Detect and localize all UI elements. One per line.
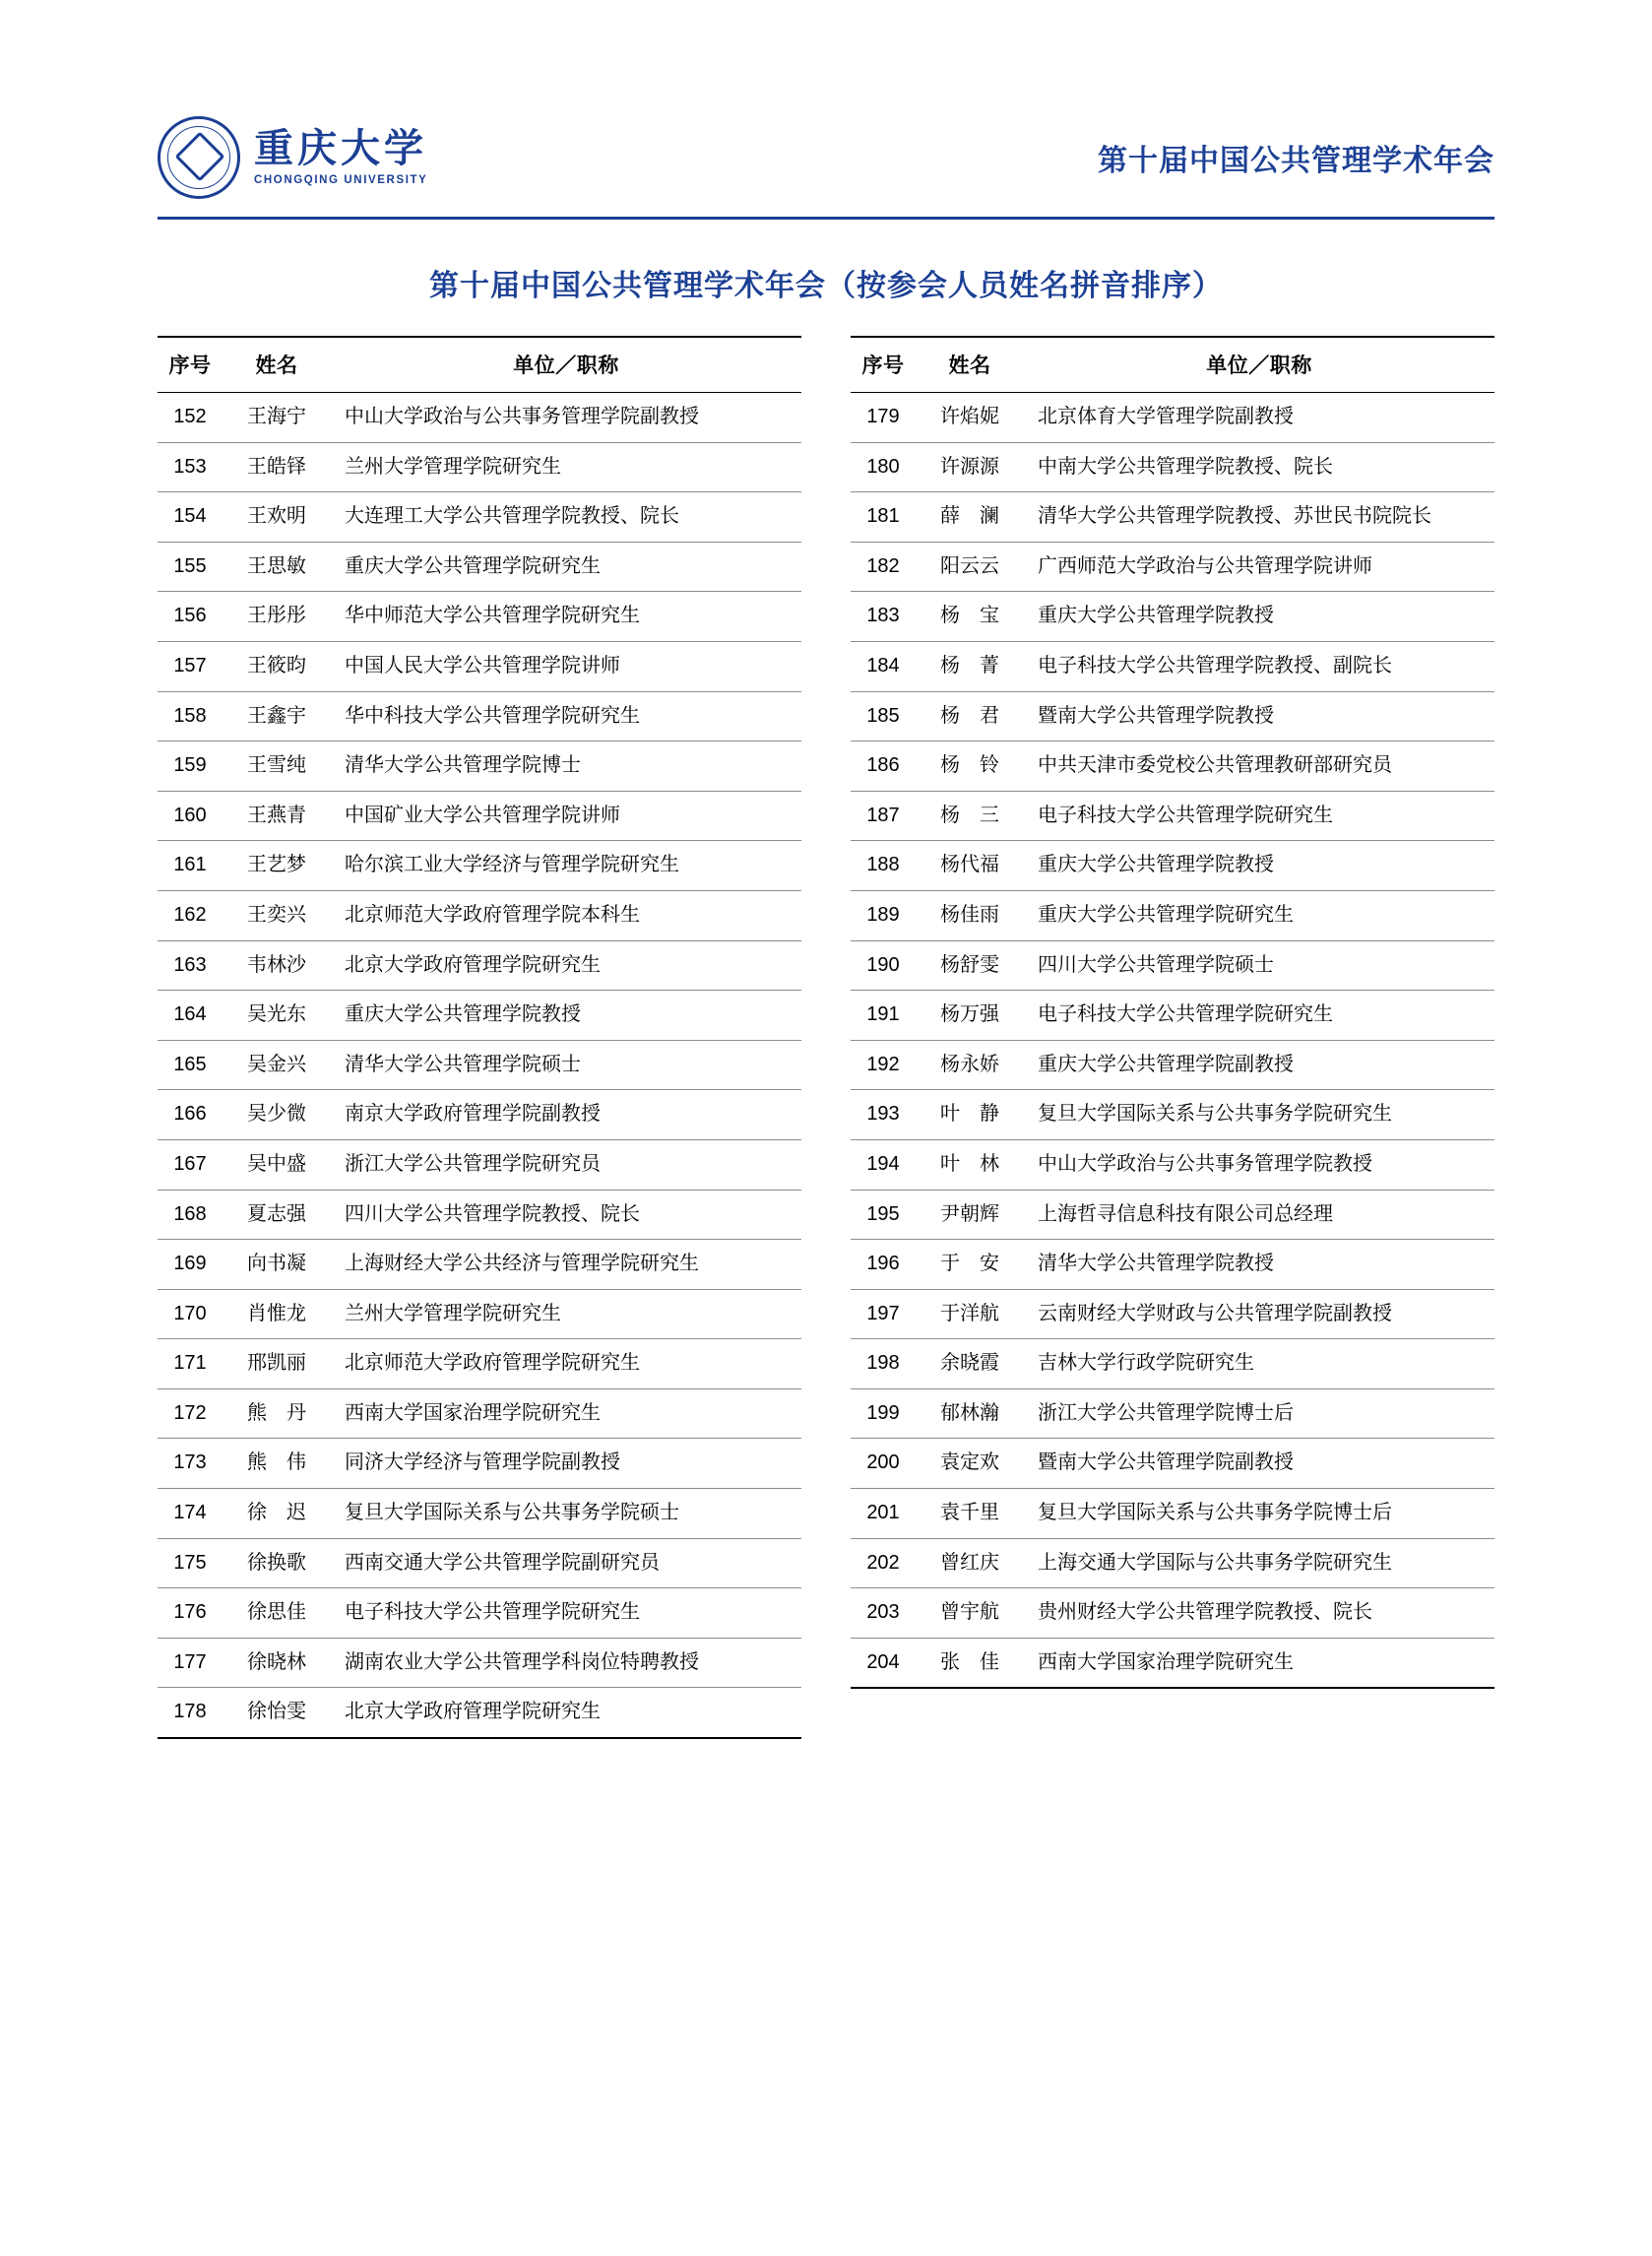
table-row	[851, 1289, 1494, 1339]
row-number: 165	[158, 1040, 222, 1090]
row-affiliation: 暨南大学公共管理学院教授	[1024, 691, 1494, 741]
table-row	[851, 492, 1494, 543]
row-number: 181	[851, 492, 916, 543]
table-row	[851, 442, 1494, 492]
table-row	[851, 791, 1494, 841]
row-number: 199	[851, 1388, 916, 1439]
row-number: 179	[851, 393, 916, 443]
table-row	[158, 1240, 801, 1290]
row-number: 172	[158, 1388, 222, 1439]
row-number: 164	[158, 991, 222, 1041]
row-person-name: 杨万强	[916, 991, 1024, 1041]
table-row	[851, 741, 1494, 792]
row-number: 183	[851, 592, 916, 642]
table-row	[851, 940, 1494, 991]
column-header-org: 单位／职称	[331, 337, 801, 393]
row-affiliation: 上海交通大学国际与公共事务学院研究生	[1024, 1538, 1494, 1588]
right-table-wrapper	[851, 336, 1494, 1739]
row-affiliation: 上海哲寻信息科技有限公司总经理	[1024, 1190, 1494, 1240]
row-affiliation: 中山大学政治与公共事务管理学院教授	[1024, 1139, 1494, 1190]
row-person-name: 徐换歌	[222, 1538, 331, 1588]
row-person-name: 王鑫宇	[222, 691, 331, 741]
table-row	[851, 641, 1494, 691]
row-person-name: 杨 君	[916, 691, 1024, 741]
table-row	[158, 542, 801, 592]
table-row	[851, 1339, 1494, 1389]
row-affiliation: 四川大学公共管理学院教授、院长	[331, 1190, 801, 1240]
table-row	[851, 1638, 1494, 1688]
row-person-name: 袁定欢	[916, 1439, 1024, 1489]
row-affiliation: 贵州财经大学公共管理学院教授、院长	[1024, 1588, 1494, 1639]
table-row	[158, 1388, 801, 1439]
row-number: 194	[851, 1139, 916, 1190]
row-number: 158	[158, 691, 222, 741]
participant-table-right	[851, 336, 1494, 1689]
table-row	[851, 1040, 1494, 1090]
row-affiliation: 电子科技大学公共管理学院研究生	[1024, 991, 1494, 1041]
row-person-name: 叶 林	[916, 1139, 1024, 1190]
table-row	[851, 393, 1494, 443]
row-number: 162	[158, 890, 222, 940]
row-person-name: 薛 澜	[916, 492, 1024, 543]
row-affiliation: 电子科技大学公共管理学院教授、副院长	[1024, 641, 1494, 691]
row-affiliation: 复旦大学国际关系与公共事务学院博士后	[1024, 1489, 1494, 1539]
column-header-org: 单位／职称	[1024, 337, 1494, 393]
participant-table-left	[158, 336, 801, 1739]
row-affiliation: 兰州大学管理学院研究生	[331, 1289, 801, 1339]
row-affiliation: 西南大学国家治理学院研究生	[331, 1388, 801, 1439]
table-row	[158, 791, 801, 841]
row-number: 166	[158, 1090, 222, 1140]
row-person-name: 王海宁	[222, 393, 331, 443]
row-person-name: 熊 伟	[222, 1439, 331, 1489]
row-affiliation: 广西师范大学政治与公共管理学院讲师	[1024, 542, 1494, 592]
row-affiliation: 北京师范大学政府管理学院本科生	[331, 890, 801, 940]
row-number: 189	[851, 890, 916, 940]
table-row	[851, 1090, 1494, 1140]
row-affiliation: 重庆大学公共管理学院教授	[331, 991, 801, 1041]
row-person-name: 杨舒雯	[916, 940, 1024, 991]
row-person-name: 吴光东	[222, 991, 331, 1041]
row-number: 169	[158, 1240, 222, 1290]
row-affiliation: 华中科技大学公共管理学院研究生	[331, 691, 801, 741]
row-person-name: 向书凝	[222, 1240, 331, 1290]
row-person-name: 张 佳	[916, 1638, 1024, 1688]
row-affiliation: 吉林大学行政学院研究生	[1024, 1339, 1494, 1389]
column-header-name: 姓名	[916, 337, 1024, 393]
table-row	[158, 1090, 801, 1140]
row-affiliation: 清华大学公共管理学院教授	[1024, 1240, 1494, 1290]
row-person-name: 许源源	[916, 442, 1024, 492]
table-header-row	[158, 337, 801, 393]
table-row	[158, 1190, 801, 1240]
row-number: 174	[158, 1489, 222, 1539]
row-person-name: 吴少微	[222, 1090, 331, 1140]
table-row	[158, 841, 801, 891]
row-affiliation: 四川大学公共管理学院硕士	[1024, 940, 1494, 991]
row-person-name: 杨 宝	[916, 592, 1024, 642]
table-row	[158, 1439, 801, 1489]
table-row	[158, 1289, 801, 1339]
row-person-name: 于洋航	[916, 1289, 1024, 1339]
row-affiliation: 重庆大学公共管理学院研究生	[331, 542, 801, 592]
row-affiliation: 北京师范大学政府管理学院研究生	[331, 1339, 801, 1389]
row-person-name: 徐 迟	[222, 1489, 331, 1539]
left-table-wrapper	[158, 336, 801, 1739]
row-number: 188	[851, 841, 916, 891]
table-row	[158, 1638, 801, 1688]
page-header	[158, 0, 1494, 217]
table-row	[158, 641, 801, 691]
row-number: 190	[851, 940, 916, 991]
row-person-name: 余晓霞	[916, 1339, 1024, 1389]
row-number: 167	[158, 1139, 222, 1190]
table-row	[851, 1538, 1494, 1588]
row-affiliation: 重庆大学公共管理学院教授	[1024, 841, 1494, 891]
table-row	[158, 492, 801, 543]
logo-name-cn: 重庆大学	[254, 124, 427, 171]
row-number: 203	[851, 1588, 916, 1639]
table-row	[158, 1688, 801, 1738]
row-person-name: 杨 三	[916, 791, 1024, 841]
table-row	[158, 393, 801, 443]
row-person-name: 杨 菁	[916, 641, 1024, 691]
row-person-name: 韦林沙	[222, 940, 331, 991]
row-number: 177	[158, 1638, 222, 1688]
row-person-name: 王燕青	[222, 791, 331, 841]
row-person-name: 王思敏	[222, 542, 331, 592]
header-divider	[158, 217, 1494, 220]
row-person-name: 熊 丹	[222, 1388, 331, 1439]
row-person-name: 叶 静	[916, 1090, 1024, 1140]
row-number: 157	[158, 641, 222, 691]
row-person-name: 郁林瀚	[916, 1388, 1024, 1439]
row-number: 163	[158, 940, 222, 991]
row-person-name: 曾红庆	[916, 1538, 1024, 1588]
row-person-name: 于 安	[916, 1240, 1024, 1290]
row-affiliation: 重庆大学公共管理学院教授	[1024, 592, 1494, 642]
row-person-name: 王欢明	[222, 492, 331, 543]
row-person-name: 王皓铎	[222, 442, 331, 492]
row-affiliation: 清华大学公共管理学院教授、苏世民书院院长	[1024, 492, 1494, 543]
conference-title: 第十届中国公共管理学术年会	[1098, 145, 1494, 177]
row-affiliation: 中山大学政治与公共事务管理学院副教授	[331, 393, 801, 443]
university-logo	[158, 116, 427, 199]
row-person-name: 阳云云	[916, 542, 1024, 592]
row-person-name: 王奕兴	[222, 890, 331, 940]
row-number: 185	[851, 691, 916, 741]
row-person-name: 徐怡雯	[222, 1688, 331, 1738]
row-number: 180	[851, 442, 916, 492]
university-seal-icon	[158, 116, 240, 199]
logo-name-en: CHONGQING UNIVERSITY	[254, 173, 428, 186]
logo-text	[254, 124, 428, 187]
row-person-name: 吴中盛	[222, 1139, 331, 1190]
row-affiliation: 北京大学政府管理学院研究生	[331, 1688, 801, 1738]
row-number: 182	[851, 542, 916, 592]
table-row	[851, 1439, 1494, 1489]
row-affiliation: 清华大学公共管理学院博士	[331, 741, 801, 792]
row-affiliation: 中共天津市委党校公共管理教研部研究员	[1024, 741, 1494, 792]
row-person-name: 杨永娇	[916, 1040, 1024, 1090]
table-row	[158, 1588, 801, 1639]
row-affiliation: 湖南农业大学公共管理学科岗位特聘教授	[331, 1638, 801, 1688]
row-number: 173	[158, 1439, 222, 1489]
table-row	[851, 542, 1494, 592]
table-row	[158, 592, 801, 642]
row-number: 156	[158, 592, 222, 642]
row-person-name: 许焰妮	[916, 393, 1024, 443]
row-number: 161	[158, 841, 222, 891]
row-number: 192	[851, 1040, 916, 1090]
row-affiliation: 上海财经大学公共经济与管理学院研究生	[331, 1240, 801, 1290]
row-person-name: 徐思佳	[222, 1588, 331, 1639]
row-affiliation: 大连理工大学公共管理学院教授、院长	[331, 492, 801, 543]
page-title: 第十届中国公共管理学术年会（按参会人员姓名拼音排序）	[429, 270, 1223, 302]
row-number: 184	[851, 641, 916, 691]
row-number: 195	[851, 1190, 916, 1240]
row-person-name: 王艺梦	[222, 841, 331, 891]
table-row	[851, 1139, 1494, 1190]
row-affiliation: 重庆大学公共管理学院副教授	[1024, 1040, 1494, 1090]
row-number: 171	[158, 1339, 222, 1389]
row-affiliation: 重庆大学公共管理学院研究生	[1024, 890, 1494, 940]
table-row	[158, 741, 801, 792]
table-row	[851, 1489, 1494, 1539]
row-person-name: 邢凯丽	[222, 1339, 331, 1389]
row-number: 198	[851, 1339, 916, 1389]
row-number: 175	[158, 1538, 222, 1588]
table-row	[851, 1190, 1494, 1240]
row-person-name: 袁千里	[916, 1489, 1024, 1539]
row-affiliation: 清华大学公共管理学院硕士	[331, 1040, 801, 1090]
table-row	[158, 940, 801, 991]
row-person-name: 王彤彤	[222, 592, 331, 642]
table-row	[851, 1388, 1494, 1439]
table-row	[851, 991, 1494, 1041]
row-affiliation: 云南财经大学财政与公共管理学院副教授	[1024, 1289, 1494, 1339]
row-person-name: 尹朝辉	[916, 1190, 1024, 1240]
row-affiliation: 兰州大学管理学院研究生	[331, 442, 801, 492]
row-number: 191	[851, 991, 916, 1041]
row-number: 176	[158, 1588, 222, 1639]
row-number: 153	[158, 442, 222, 492]
row-number: 178	[158, 1688, 222, 1738]
row-affiliation: 华中师范大学公共管理学院研究生	[331, 592, 801, 642]
row-affiliation: 北京体育大学管理学院副教授	[1024, 393, 1494, 443]
column-header-name: 姓名	[222, 337, 331, 393]
table-row	[851, 592, 1494, 642]
table-row	[158, 1538, 801, 1588]
row-affiliation: 哈尔滨工业大学经济与管理学院研究生	[331, 841, 801, 891]
row-affiliation: 暨南大学公共管理学院副教授	[1024, 1439, 1494, 1489]
row-affiliation: 中国人民大学公共管理学院讲师	[331, 641, 801, 691]
table-row	[851, 841, 1494, 891]
row-affiliation: 复旦大学国际关系与公共事务学院研究生	[1024, 1090, 1494, 1140]
table-row	[158, 691, 801, 741]
row-person-name: 吴金兴	[222, 1040, 331, 1090]
row-number: 186	[851, 741, 916, 792]
table-row	[851, 890, 1494, 940]
row-affiliation: 浙江大学公共管理学院博士后	[1024, 1388, 1494, 1439]
row-number: 168	[158, 1190, 222, 1240]
row-person-name: 王雪纯	[222, 741, 331, 792]
row-number: 201	[851, 1489, 916, 1539]
row-affiliation: 复旦大学国际关系与公共事务学院硕士	[331, 1489, 801, 1539]
table-header-row	[851, 337, 1494, 393]
row-person-name: 王筱昀	[222, 641, 331, 691]
table-row	[158, 1339, 801, 1389]
row-person-name: 杨 铃	[916, 741, 1024, 792]
row-number: 193	[851, 1090, 916, 1140]
row-number: 154	[158, 492, 222, 543]
row-number: 204	[851, 1638, 916, 1688]
row-affiliation: 西南大学国家治理学院研究生	[1024, 1638, 1494, 1688]
row-person-name: 杨佳雨	[916, 890, 1024, 940]
row-affiliation: 南京大学政府管理学院副教授	[331, 1090, 801, 1140]
row-number: 155	[158, 542, 222, 592]
row-number: 197	[851, 1289, 916, 1339]
row-affiliation: 西南交通大学公共管理学院副研究员	[331, 1538, 801, 1588]
table-row	[851, 691, 1494, 741]
row-affiliation: 浙江大学公共管理学院研究员	[331, 1139, 801, 1190]
table-row	[158, 1040, 801, 1090]
table-row	[158, 442, 801, 492]
table-row	[851, 1240, 1494, 1290]
participant-tables	[158, 336, 1494, 1739]
row-number: 196	[851, 1240, 916, 1290]
table-row	[158, 1139, 801, 1190]
table-row	[158, 991, 801, 1041]
table-row	[851, 1588, 1494, 1639]
row-person-name: 徐晓林	[222, 1638, 331, 1688]
row-number: 200	[851, 1439, 916, 1489]
row-number: 187	[851, 791, 916, 841]
row-number: 159	[158, 741, 222, 792]
row-person-name: 肖惟龙	[222, 1289, 331, 1339]
table-row	[158, 890, 801, 940]
row-person-name: 曾宇航	[916, 1588, 1024, 1639]
row-affiliation: 同济大学经济与管理学院副教授	[331, 1439, 801, 1489]
row-number: 152	[158, 393, 222, 443]
row-affiliation: 中南大学公共管理学院教授、院长	[1024, 442, 1494, 492]
row-person-name: 杨代福	[916, 841, 1024, 891]
row-affiliation: 电子科技大学公共管理学院研究生	[1024, 791, 1494, 841]
column-header-no: 序号	[851, 337, 916, 393]
table-row	[158, 1489, 801, 1539]
row-number: 160	[158, 791, 222, 841]
row-affiliation: 北京大学政府管理学院研究生	[331, 940, 801, 991]
row-number: 202	[851, 1538, 916, 1588]
row-affiliation: 中国矿业大学公共管理学院讲师	[331, 791, 801, 841]
row-number: 170	[158, 1289, 222, 1339]
column-header-no: 序号	[158, 337, 222, 393]
row-affiliation: 电子科技大学公共管理学院研究生	[331, 1588, 801, 1639]
row-person-name: 夏志强	[222, 1190, 331, 1240]
